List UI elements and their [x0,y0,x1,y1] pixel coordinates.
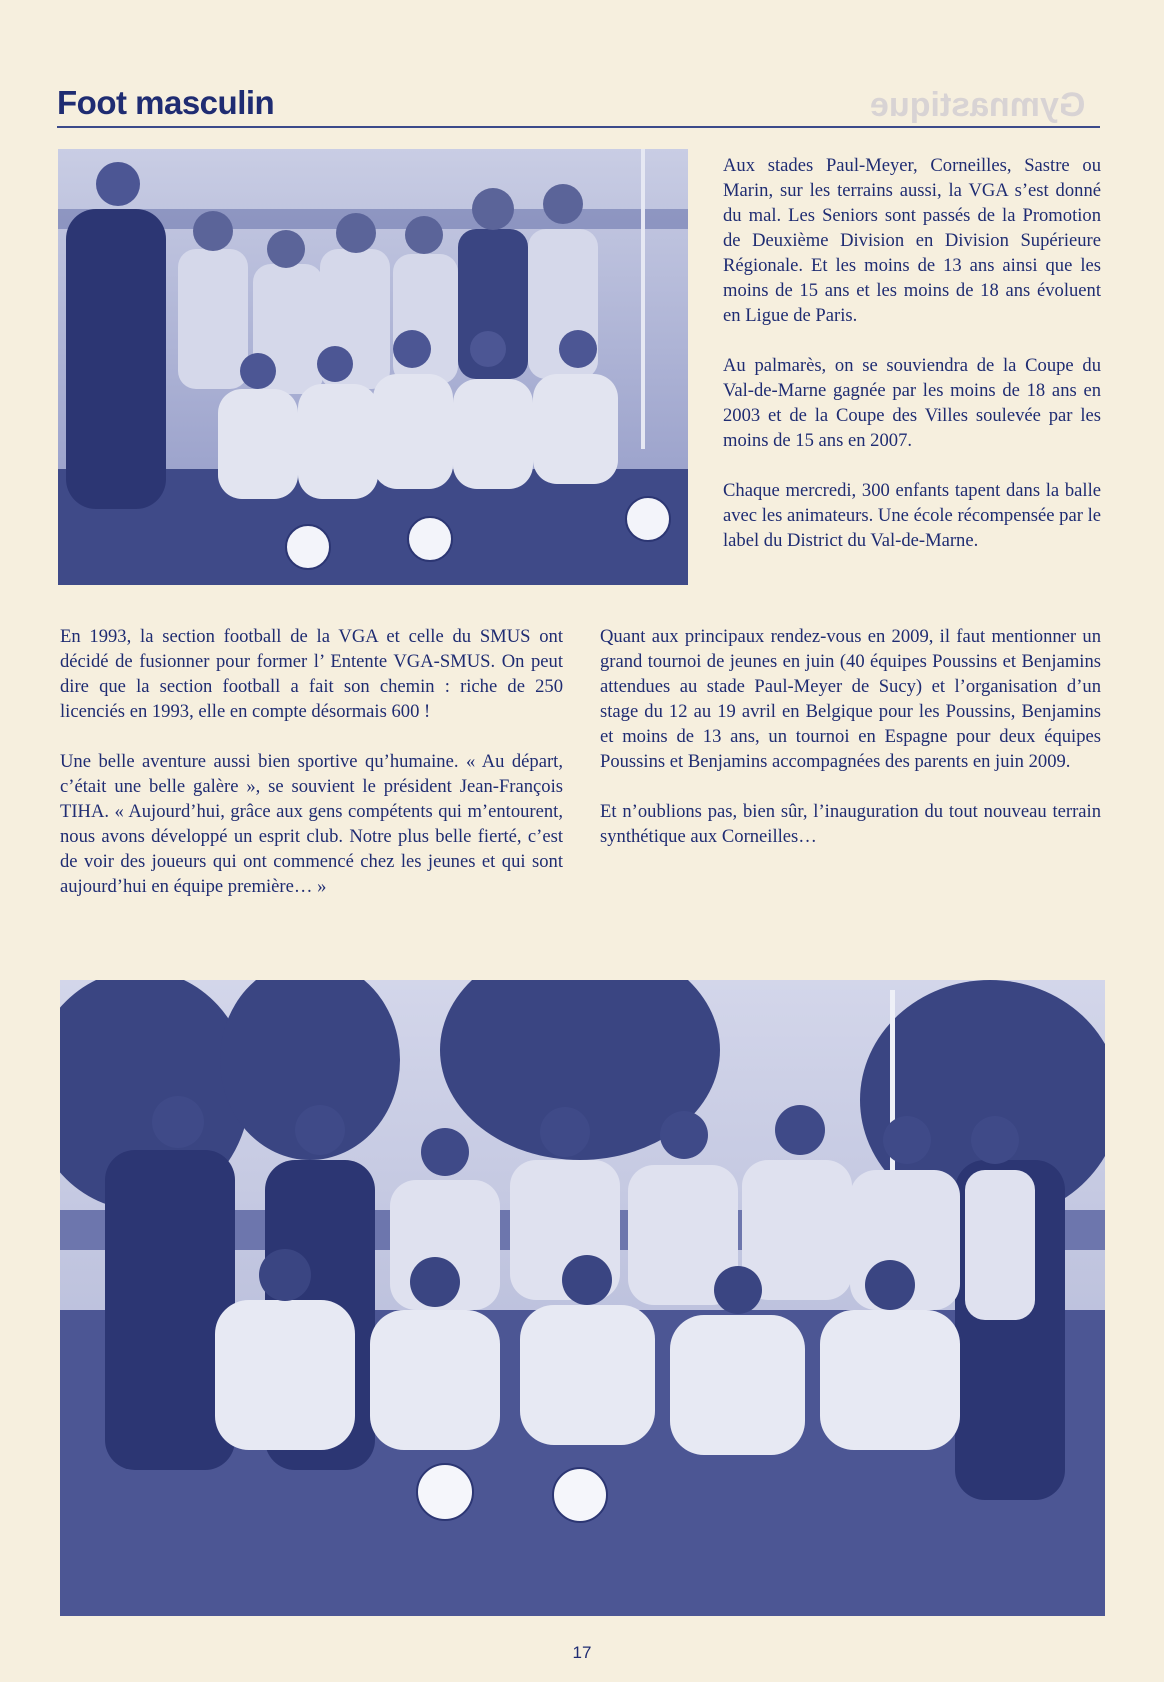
right-paragraph: Quant aux principaux rendez-vous en 2009, il faut mentionner un grand tournoi de jeunes en juin (40 équipes Poussins et Benjamins attendues au stade Paul-Meyer de Sucy) et l’organisation d’un stage du 12 au 19 avril en Belgique pour les Poussins, Benjamins et moins de 13 ans, un tournoi en Espagne pour deux équipes Poussins et Benjamins accompagnées des parents en juin 2009. [600,626,1101,772]
intro-paragraph: Aux stades Paul-Meyer, Corneilles, Sastre ou Marin, sur les terrains aussi, la VGA s’est donné du mal. Les Seniors sont passés de la Promotion de Deuxième Division en Division Supérieure Régionale. Et les moins de 13 ans ainsi que les moins de 15 ans et les moins de 18 ans évoluent en Ligue de Paris. [723,155,1101,326]
left-paragraph: En 1993, la section football de la VGA et celle du SMUS ont décidé de fusionner pour former l’ Entente VGA-SMUS. On peut dire que la section football a fait son chemin : riche de 250 licenciés en 1993, elle en compte désormais 600 ! [60,626,563,722]
page-title: Foot masculin [57,84,275,121]
senior-team-photo [60,980,1105,1616]
intro-paragraph: Au palmarès, on se souviendra de la Coupe du Val-de-Marne gagnée par les moins de 18 ans en 2003 et de la Coupe des Villes soulevée par les moins de 15 ans en 2007. [723,355,1101,451]
left-column [60,624,563,924]
intro-text [723,153,1101,578]
right-column [600,624,1101,874]
bleed-through-text: Gymnastique [870,86,1086,124]
right-paragraph: Et n’oublions pas, bien sûr, l’inauguration du tout nouveau terrain synthétique aux Corneilles… [600,801,1101,847]
left-paragraph: Une belle aventure aussi bien sportive qu’humaine. « Au départ, c’était une belle galère », se souvient le président Jean-François TIHA. « Aujourd’hui, grâce aux gens compétents qui m’entourent, nous avons développé un esprit club. Notre plus belle fierté, c’est de voir des joueurs qui ont commencé chez les jeunes et qui sont aujourd’hui en équipe première… » [60,751,563,897]
intro-paragraph: Chaque mercredi, 300 enfants tapent dans la balle avec les animateurs. Une école récompensée par le label du District du Val-de-Marne. [723,480,1101,551]
youth-team-photo [58,149,688,585]
page-number: 17 [572,1643,592,1662]
title-rule [57,126,1100,128]
